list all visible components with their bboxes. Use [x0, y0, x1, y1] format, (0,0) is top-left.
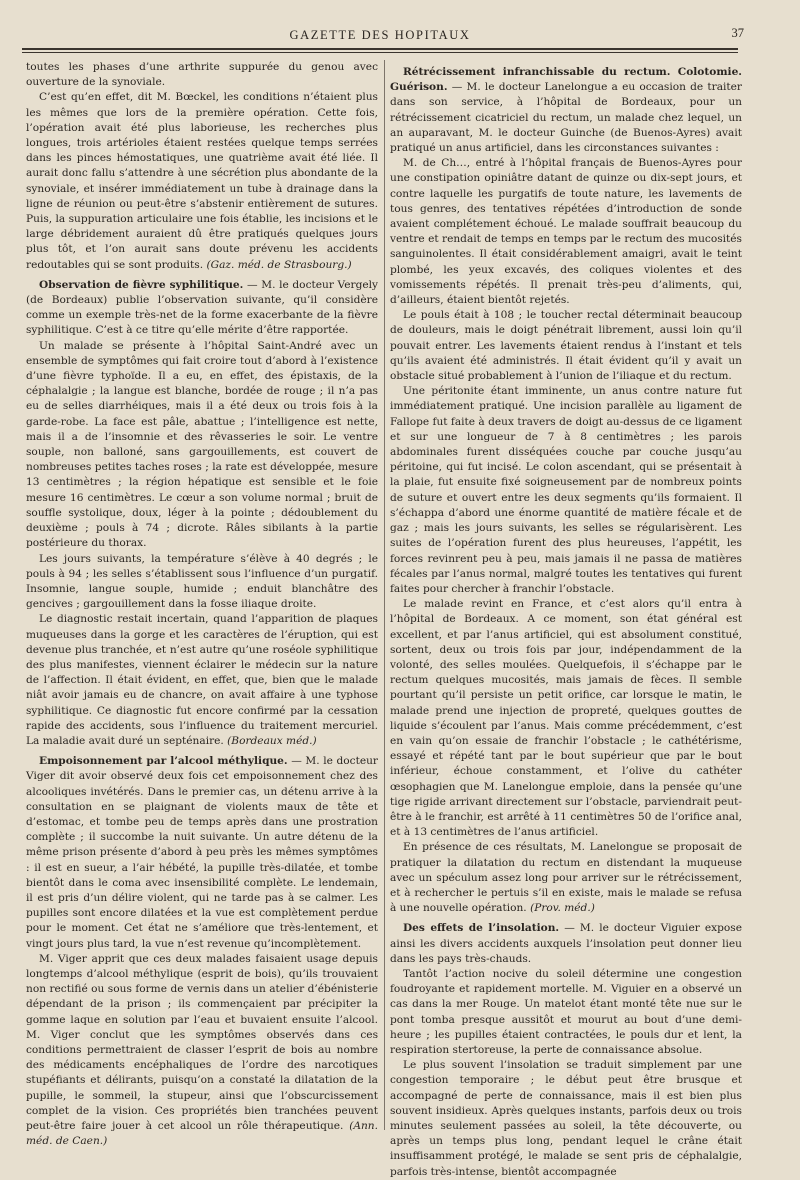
source-citation: (Ann. méd. de Caen.)	[26, 1120, 378, 1148]
paragraph-text: C’est qu’en effet, dit M. Bœckel, les conditions n’étaient plus les mêmes que lors de la première opération. Cette fois, l’opération avait été plus laborieuse, les recherches plus longues, trois artérioles étaient restées quelque temps serrées dans les pinces hémostatiques, une quatrième avait été liée. Il aurait donc fallu s’attendre à une sécrétion plus abondante de la synoviale, et insérer immédiatement un tube à drainage dans la ligne de réunion ou peut-être s’abstenir entièrement de sutures. Puis, la suppuration articulaire une fois établie, les incisions et le large débridement auraient dû être pratiqués quelques jours plus tôt, et l’on aurait sans doute prévenu les accidents redoutables qui se sont produits.	[26, 91, 378, 271]
paragraph	[26, 278, 378, 339]
source-citation: (Gaz. méd. de Strasbourg.)	[206, 258, 352, 271]
column-divider	[384, 60, 385, 1130]
paragraph	[390, 967, 742, 1058]
paragraph	[26, 612, 378, 749]
source-citation: (Prov. méd.)	[530, 902, 595, 915]
section-title: Rétrécissement infranchissable du rectum. Colotomie. Guérison.	[390, 66, 742, 94]
paragraph-text: Tantôt l’action nocive du soleil détermine une congestion foudroyante et rapidement mortelle. M. Viguier en a observé un cas dans la mer Rouge. Un matelot étant monté tête nue sur le pont tomba presque aussitôt et mourut au bout d’une demi-heure ; les pupilles étaient contractées, le pouls dur et lent, la respiration stertoreuse, la perte de connaissance absolue.	[390, 967, 742, 1056]
header-rule-thick	[22, 48, 738, 50]
paragraph-text: Les jours suivants, la température s’élève à 40 degrés ; le pouls à 94 ; les selles s’établissent sous l’influence d’un purgatif. Insomnie, langue souple, humide ; enduit blanchâtre des gencives ; gargouillement dans la fosse iliaque droite.	[26, 552, 378, 611]
section-title: Des effets de l’insolation.	[403, 922, 560, 935]
paragraph-text: Le malade revint en France, et c’est alors qu’il entra à l’hôpital de Bordeaux. A ce moment, son état général est excellent, et par l’anus artificiel, qui est absolument constitué, sortent, deux ou trois fois par jour, indépendamment de la volonté, des selles moulées. Quelquefois, il s’échappe par le rectum quelques mucosités, mais jamais de fèces. Il semble pourtant qu’il persiste un petit orifice, car lorsque le matin, le malade prend une injection de propreté, quelques gouttes de liquide s’écoulent par l’anus. Mais comme précédemment, c’est en vain qu’on essaie de franchir l’obstacle ; le cathétérisme, essayé et répété tant par le bout supérieur que par le bout inférieur, échoue constamment, et l’olive du cathéter œsophagien que M. Lanelongue emploie, dans la pensée qu’une tige rigide arrivant directement sur l’obstacle, parviendrait peut-être à le franchir, est arrêté à 11 centimètres 50 de l’orifice anal, et à 13 centimètres de l’anus artificiel.	[390, 598, 742, 839]
paragraph	[390, 308, 742, 384]
page-number: 37	[731, 26, 744, 40]
paragraph	[26, 90, 378, 272]
section-title: Observation de fièvre syphilitique.	[39, 278, 244, 291]
paragraph-text: M. de Ch…, entré à l’hôpital français de Buenos-Ayres pour une constipation opiniâtre datant de quinze ou dix-sept jours, et contre laquelle les purgatifs de toute nature, les lavements de tous genres, des tentatives répétées d’introduction de sonde avaient complétement échoué. Le malade souffrait beaucoup du ventre et rendait de temps en temps par le rectum des mucosités sanguinolentes. Il était considérablement amaigri, avait le teint plombé, les yeux excavés, des coliques violentes et des vomissements répétés. Il prenait très-peu d’aliments, qui, d’ailleurs, étaient bientôt rejetés.	[390, 157, 742, 307]
paragraph	[26, 952, 378, 1150]
paragraph-text: Le plus souvent l’insolation se traduit simplement par une congestion temporaire ; le début peut être brusque et accompagné de perte de connaissance, mais il est bien plus souvent insidieux. Après quelques instants, parfois deux ou trois minutes seulement passées au soleil, la tête découverte, ou après un temps plus long, pendant lequel le crâne était insuffisamment protégé, le malade se sent pris de céphalalgie, parfois très-intense, bientôt accompagnée	[390, 1059, 742, 1178]
right-column	[390, 60, 742, 1178]
paragraph	[26, 552, 378, 613]
paragraph	[26, 339, 378, 552]
source-citation: (Bordeaux méd.)	[227, 734, 317, 747]
paragraph-text: Le diagnostic restait incertain, quand l’apparition de plaques muqueuses dans la gorge et les caractères de l’éruption, qui est devenue plus tranchée, et n’est autre qu’une roséole syphilitique des plus manifestes, viennent éclairer le médecin sur la nature de l’affection. Il était évident, en effet, que, bien que le malade niât avoir jamais eu de chancre, on avait affaire à une typhose syphilitique. Ce diagnostic fut encore confirmé par la cessation rapide des accidents, sous l’influence du traitement mercuriel. La maladie avait duré un septénaire.	[26, 613, 378, 747]
paragraph-text: Une péritonite étant imminente, un anus contre nature fut immédiatement pratiqué. Une incision parallèle au ligament de Fallope fut faite à deux travers de doigt au-dessus de ce ligament et sur une longueur de 7 à 8 centimètres ; les parois abdominales furent disséquées couche par couche jusqu’au péritoine, qui fut incisé. Le colon ascendant, qui se présentait à la plaie, fut ensuite fixé soigneusement par de nombreux points de suture et ouvert entre les deux segments qu’ils formaient. Il s’échappa d’abord une énorme quantité de matière fécale et de gaz ; mais les jours suivants, les selles se régularisèrent. Les suites de l’opération furent des plus heureuses, l’appétit, les forces revinrent peu à peu, mais jamais il ne passa de matières fécales par l’anus normal, malgré toutes les tentatives qui furent faites pour chercher à franchir l’obstacle.	[390, 385, 742, 595]
paragraph	[390, 597, 742, 840]
left-column	[26, 60, 378, 1148]
paragraph-text: M. Viger apprit que ces deux malades faisaient usage depuis longtemps d’alcool méthylique (esprit de bois), qu’ils trouvaient non rectifié ou sous forme de vernis dans un atelier d’ébénisterie dépendant de la prison ; ils commençaient par précipiter la gomme laque en solution par l’eau et buvaient ensuite l’alcool. M. Viger conclut que les symptômes observés dans ces conditions permettraient de classer l’esprit de bois au nombre des médicaments encéphaliques de l’ordre des narcotiques stupéfiants et délirants, puisqu’on a constaté la dilatation de la pupille, le sommeil, la stupeur, ainsi que l’obscurcissement complet de la vision. Ces propriétés bien tranchées peuvent peut-être faire jouer à cet alcool un rôle thérapeutique.	[26, 952, 378, 1133]
paragraph-text: En présence de ces résultats, M. Lanelongue se proposait de pratiquer la dilatation du rectum en distendant la muqueuse avec un spéculum assez long pour arriver sur le rétrécissement, et à rechercher le pertuis s’il en existe, mais le malade se refusa à une nouvelle opération.	[390, 841, 742, 915]
paragraph-text: Le pouls était à 108 ; le toucher rectal déterminait beaucoup de douleurs, mais le doigt pénétrait librement, aussi loin qu’il pouvait entrer. Les lavements étaient rendus à l’instant et tels qu’ils avaient été administrés. Il était évident qu’il y avait un obstacle situé probablement à l’union de l’iliaque et du rectum.	[390, 309, 742, 383]
paragraph-text: — M. le docteur Lanelongue a eu occasion de traiter dans son service, à l’hôpital de Bordeaux, pour un rétrécissement cicatriciel du rectum, un malade chez lequel, un an auparavant, M. le docteur Guinche (de Buenos-Ayres) avait pratiqué un anus artificiel, dans les circonstances suivantes :	[390, 81, 742, 155]
paragraph-text: Un malade se présente à l’hôpital Saint-André avec un ensemble de symptômes qui fait croire tout d’abord à l’existence d’une fièvre typhoïde. Il a eu, en effet, des épistaxis, de la céphalalgie ; la langue est blanche, bordée de rouge ; il n’a pas eu de selles diarrhéiques, mais il a été deux ou trois fois à la garde-robe. La face est pâle, abattue ; l’intelligence est nette, mais il a de l’insomnie et des rêvasseries le soir. Le ventre souple, non balloné, sans gargouillements, est couvert de nombreuses petites taches roses ; la rate est développée, mesure 13 centimètres ; la région hépatique est sensible et le foie mesure 16 centimètres. Le cœur a son volume normal ; bruit de souffle systolique, doux, léger à la pointe ; dédoublement du deuxième ; pouls à 74 ; dicrote. Râles sibilants à la partie postérieure du thorax.	[26, 339, 378, 550]
paragraph	[26, 60, 378, 90]
paragraph	[390, 1058, 742, 1180]
paragraph	[390, 156, 742, 308]
paragraph	[390, 384, 742, 597]
journal-title: GAZETTE DES HOPITAUX	[289, 28, 471, 42]
paragraph	[390, 921, 742, 967]
paragraph-text: — M. le docteur Vergely (de Bordeaux) publie l’observation suivante, qu’il considère comme un exemple très-net de la forme exacerbante de la fièvre syphilitique. C’est à ce titre qu’elle mérite d’être rapportée.	[26, 278, 378, 337]
section-title: Empoisonnement par l’alcool méthylique.	[39, 755, 288, 768]
paragraph-text: — M. le docteur Viger dit avoir observé deux fois cet empoisonnement chez des alcooliques invétérés. Dans le premier cas, un détenu arrive à la consultation en se plaignant de violents maux de tête et d’estomac, et tombe peu de temps après dans une prostration complète ; il succombe la nuit suivante. Un autre détenu de la même prison présente d’abord à peu près les mêmes symptômes : il est en sueur, a l’air hébété, la pupille très-dilatée, et tombe bientôt dans le coma avec insensibilité complète. Le lendemain, il est pris d’un délire violent, qui ne tarde pas à se calmer. Les pupilles sont encore dilatées et la vue est complètement perdue pour le moment. Cet état ne s’améliore que très-lentement, et vingt jours plus tard, la vue n’est revenue qu’incomplètement.	[26, 755, 378, 950]
header-rule-thin	[22, 52, 738, 53]
paragraph	[390, 840, 742, 916]
page-header	[22, 22, 744, 44]
paragraph-text: — M. le docteur Viguier expose ainsi les divers accidents auxquels l’insolation peut donner lieu dans les pays très-chauds.	[390, 922, 742, 965]
paragraph	[26, 754, 378, 952]
paragraph-text: toutes les phases d’une arthrite suppurée du genou avec ouverture de la synoviale.	[26, 61, 378, 89]
paragraph	[390, 65, 742, 156]
